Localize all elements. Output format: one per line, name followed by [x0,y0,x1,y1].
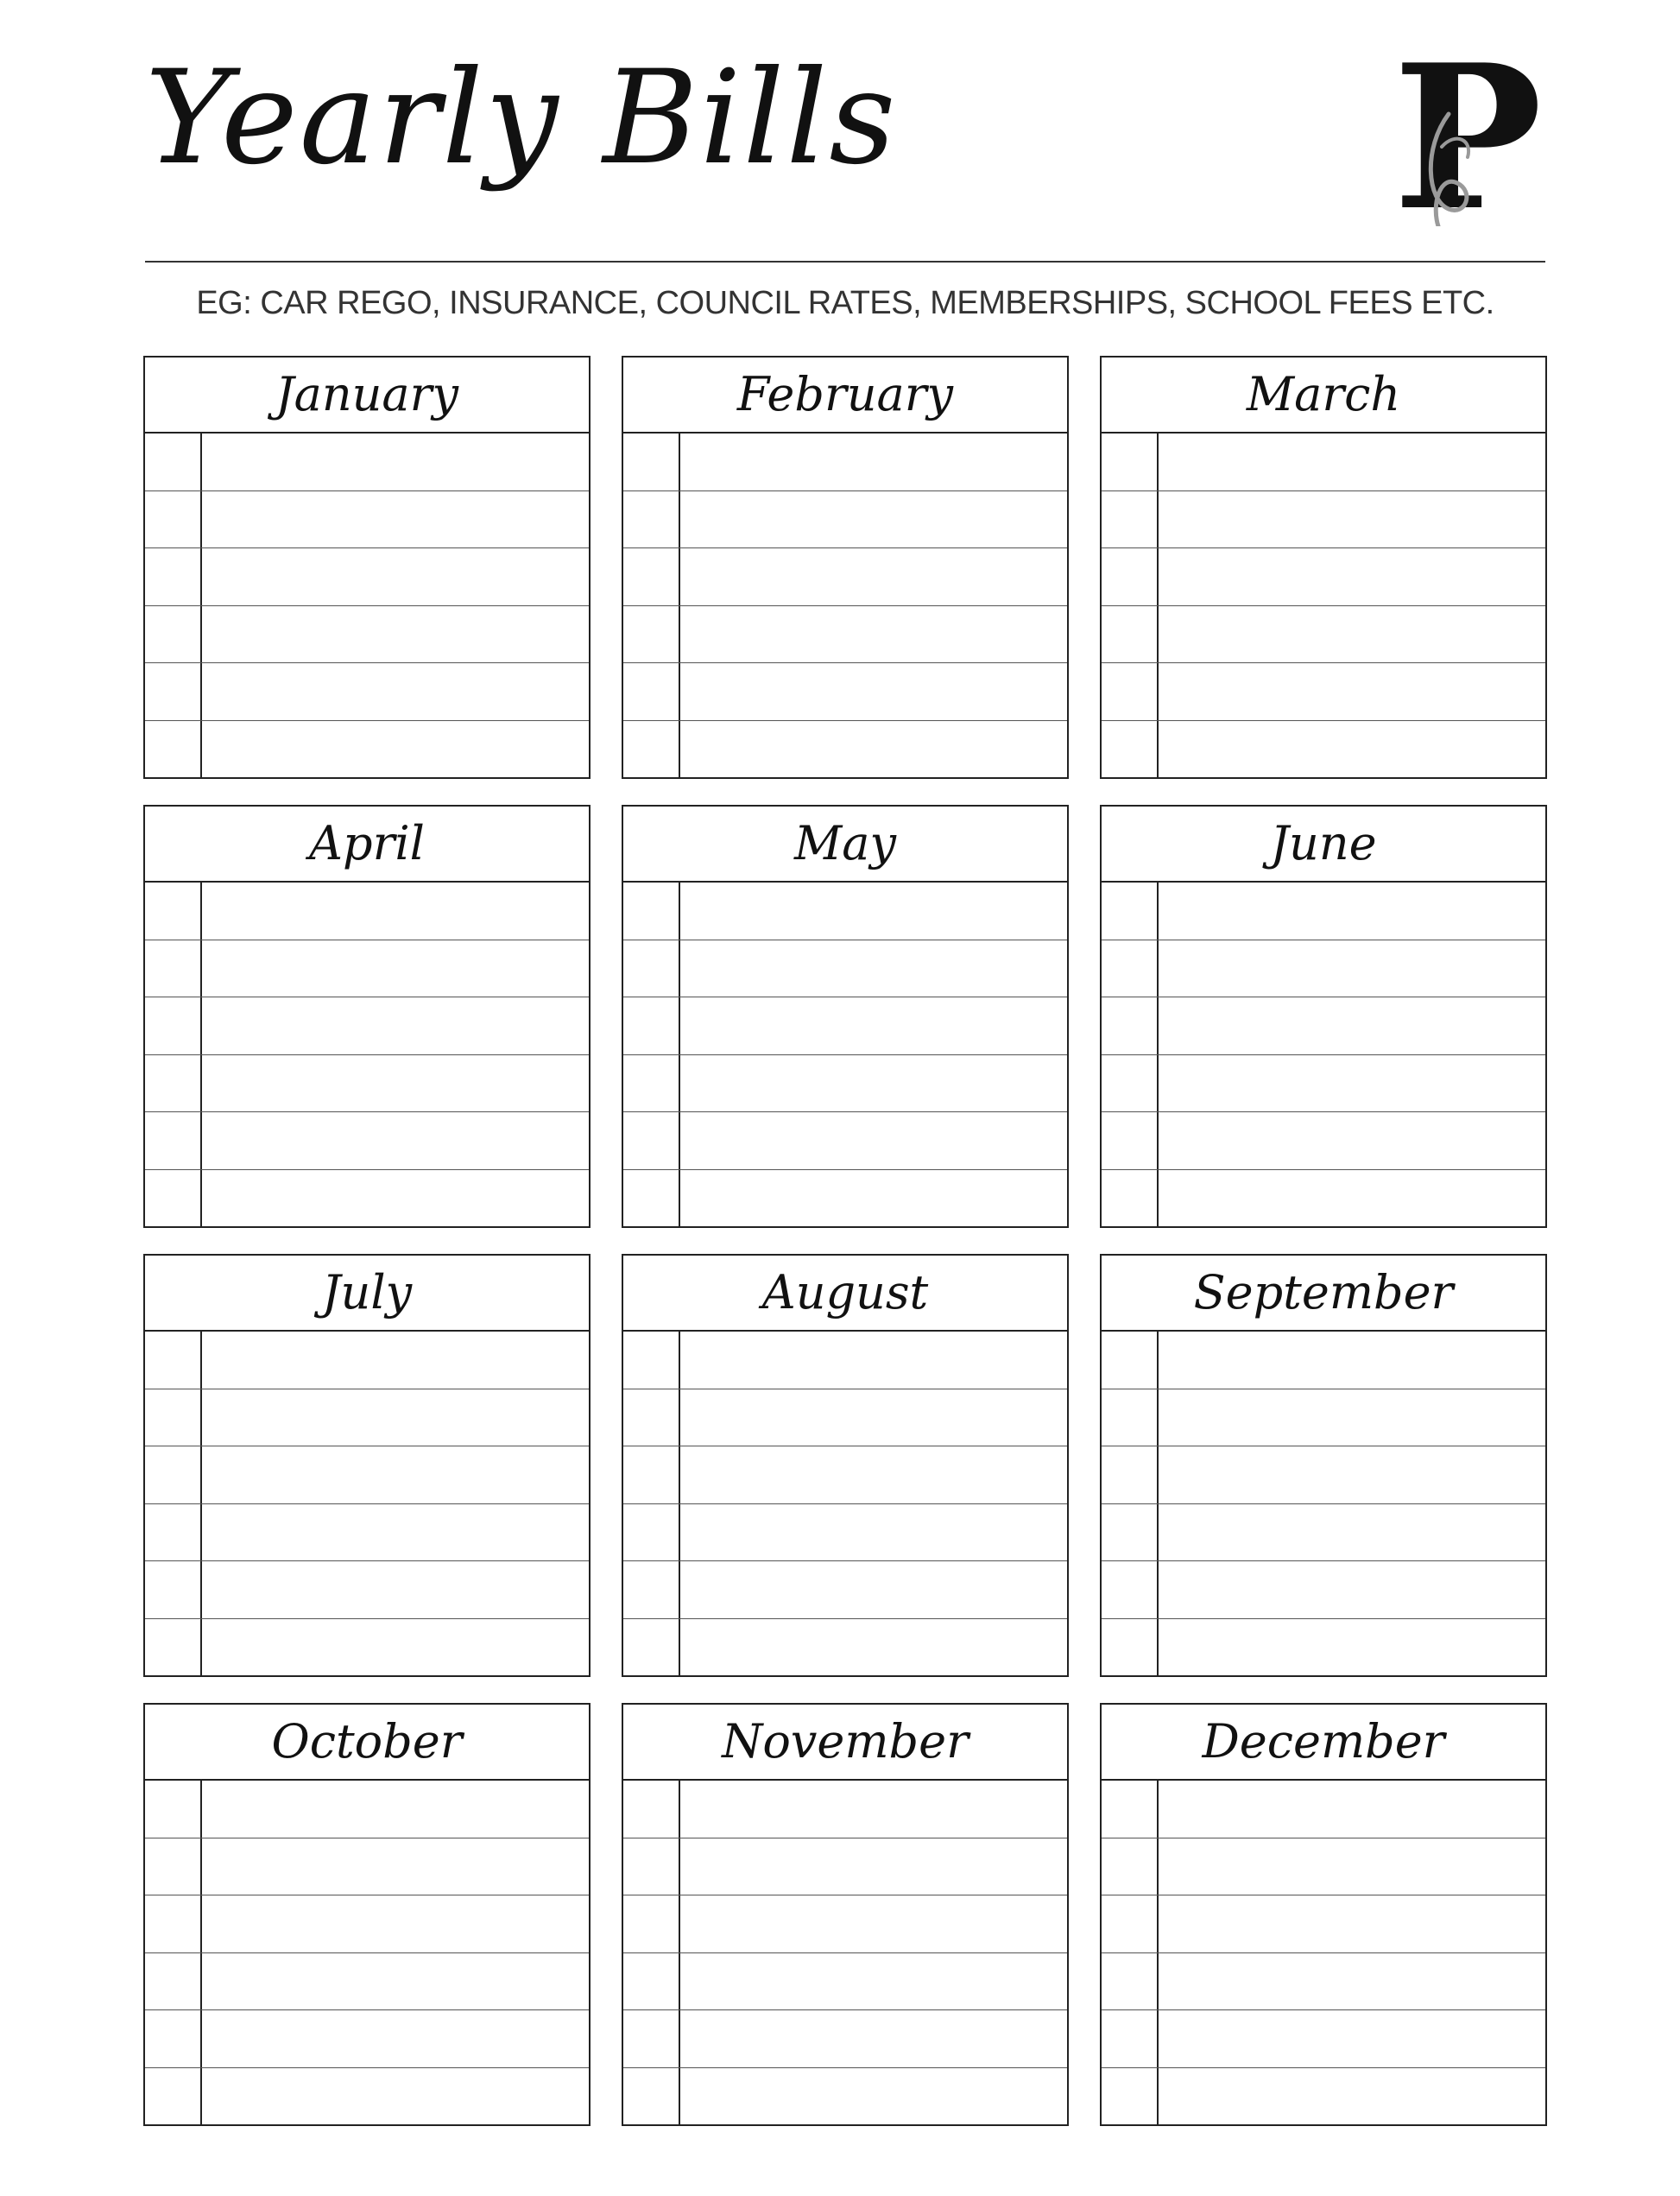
bill-checkbox[interactable] [1102,2010,1159,2067]
bill-checkbox[interactable] [1102,1781,1159,1838]
bill-entry-line[interactable] [680,1838,1067,1895]
bill-row [145,1170,589,1227]
title-divider [145,261,1545,263]
bill-checkbox[interactable] [623,1895,680,1952]
bill-rows [145,1332,589,1675]
bill-entry-line[interactable] [680,1332,1067,1389]
month-header [623,1705,1067,1781]
bill-entry-line[interactable] [1159,1389,1545,1446]
month-card-november [622,1703,1069,2126]
bill-row [623,606,1067,664]
bill-checkbox[interactable] [1102,1446,1159,1503]
bill-row [145,606,589,664]
bill-entry-line[interactable] [680,883,1067,940]
bill-rows [1102,1332,1545,1675]
bill-row [1102,1504,1545,1562]
bill-checkbox[interactable] [1102,434,1159,490]
bill-entry-line[interactable] [202,1112,589,1169]
month-card-january [143,356,591,779]
bill-entry-line[interactable] [680,1561,1067,1618]
bill-checkbox[interactable] [623,663,680,720]
month-name: April [309,816,425,870]
bill-checkbox[interactable] [1102,663,1159,720]
bill-row [1102,883,1545,940]
month-header [145,1705,589,1781]
month-card-april [143,805,591,1228]
month-header [1102,1256,1545,1332]
bill-entry-line[interactable] [202,1838,589,1895]
bill-entry-line[interactable] [1159,1838,1545,1895]
bill-checkbox[interactable] [145,1446,202,1503]
bill-checkbox[interactable] [1102,606,1159,663]
bill-row [1102,1170,1545,1227]
bill-entry-line[interactable] [680,663,1067,720]
bill-row [1102,940,1545,998]
bill-entry-line[interactable] [680,548,1067,605]
bill-row [1102,1446,1545,1504]
bill-row [623,1112,1067,1170]
bill-entry-line[interactable] [680,1619,1067,1676]
bill-row [1102,1389,1545,1447]
bill-row [623,548,1067,606]
bill-checkbox[interactable] [145,1619,202,1676]
brand-logo [1388,54,1552,226]
bill-row [145,1838,589,1896]
bill-row [623,1055,1067,1113]
bill-entry-line[interactable] [1159,1895,1545,1952]
bill-row [145,1332,589,1389]
bill-entry-line[interactable] [1159,548,1545,605]
bill-entry-line[interactable] [1159,721,1545,778]
bill-row [145,1389,589,1447]
bill-checkbox[interactable] [145,491,202,548]
month-header [145,1256,589,1332]
bill-row [145,1504,589,1562]
bill-entry-line[interactable] [202,1332,589,1389]
bill-row [145,434,589,491]
bill-entry-line[interactable] [680,1446,1067,1503]
month-name: December [1202,1714,1445,1769]
bill-row [145,1895,589,1953]
bill-checkbox[interactable] [145,606,202,663]
bill-entry-line[interactable] [680,1170,1067,1227]
bill-checkbox[interactable] [623,1561,680,1618]
bill-entry-line[interactable] [1159,434,1545,490]
bill-checkbox[interactable] [623,606,680,663]
months-grid [143,356,1547,2124]
bill-entry-line[interactable] [202,1895,589,1952]
bill-row [623,1561,1067,1619]
bill-entry-line[interactable] [680,491,1067,548]
bill-entry-line[interactable] [680,1953,1067,2010]
bill-entry-line[interactable] [1159,1332,1545,1389]
bill-row [623,1781,1067,1838]
month-header [145,358,589,434]
bill-checkbox[interactable] [1102,1112,1159,1169]
bill-checkbox[interactable] [1102,1953,1159,2010]
bill-row [145,1446,589,1504]
bill-checkbox[interactable] [1102,883,1159,940]
bill-row [145,940,589,998]
month-header [1102,1705,1545,1781]
month-header [145,807,589,883]
bill-checkbox[interactable] [623,491,680,548]
bill-checkbox[interactable] [623,1055,680,1112]
month-name: January [275,367,458,421]
bill-checkbox[interactable] [145,2068,202,2125]
month-name: May [794,816,896,870]
month-card-september [1100,1254,1547,1677]
bill-entry-line[interactable] [1159,663,1545,720]
month-name: October [271,1714,463,1769]
bill-checkbox[interactable] [1102,2068,1159,2125]
bill-checkbox[interactable] [1102,1170,1159,1227]
bill-entry-line[interactable] [1159,997,1545,1054]
bill-checkbox[interactable] [145,940,202,997]
bill-rows [623,434,1067,777]
bill-entry-line[interactable] [202,883,589,940]
bill-rows [623,883,1067,1226]
bill-checkbox[interactable] [1102,1055,1159,1112]
bill-entry-line[interactable] [1159,1504,1545,1561]
bill-checkbox[interactable] [1102,1504,1159,1561]
bill-checkbox[interactable] [145,1170,202,1227]
bill-rows [145,1781,589,2124]
bill-row [1102,1561,1545,1619]
bill-entry-line[interactable] [202,940,589,997]
bill-row [145,1953,589,2011]
bill-row [1102,1619,1545,1676]
bill-entry-line[interactable] [202,1446,589,1503]
bill-entry-line[interactable] [202,1055,589,1112]
bill-checkbox[interactable] [623,434,680,490]
bill-entry-line[interactable] [1159,1953,1545,2010]
bill-row [623,663,1067,721]
bill-checkbox[interactable] [623,721,680,778]
examples-note: EG: CAR REGO, INSURANCE, COUNCIL RATES, MEMBERSHIPS, SCHOOL FEES ETC. [196,285,1494,321]
bill-entry-line[interactable] [1159,1112,1545,1169]
bill-checkbox[interactable] [623,997,680,1054]
bill-checkbox[interactable] [1102,548,1159,605]
bill-checkbox[interactable] [1102,997,1159,1054]
bill-entry-line[interactable] [680,606,1067,663]
bill-checkbox[interactable] [623,1504,680,1561]
bill-checkbox[interactable] [1102,491,1159,548]
bill-row [623,1619,1067,1676]
bill-entry-line[interactable] [680,1895,1067,1952]
bill-row [1102,606,1545,664]
bill-row [145,1112,589,1170]
bill-checkbox[interactable] [623,1953,680,2010]
month-card-august [622,1254,1069,1677]
bill-checkbox[interactable] [1102,1838,1159,1895]
bill-checkbox[interactable] [623,2068,680,2125]
month-name: September [1193,1265,1454,1319]
bill-entry-line[interactable] [1159,1781,1545,1838]
bill-checkbox[interactable] [623,1170,680,1227]
bill-checkbox[interactable] [145,1112,202,1169]
bill-row [623,883,1067,940]
bill-row [623,1389,1067,1447]
bill-row [145,663,589,721]
bill-checkbox[interactable] [1102,721,1159,778]
bill-entry-line[interactable] [202,1561,589,1618]
bill-checkbox[interactable] [145,1953,202,2010]
month-card-march [1100,356,1547,779]
bill-entry-line[interactable] [680,721,1067,778]
month-card-october [143,1703,591,2126]
bill-row [623,1446,1067,1504]
bill-entry-line[interactable] [1159,1561,1545,1618]
bill-checkbox[interactable] [1102,1895,1159,1952]
bill-row [1102,1895,1545,1953]
bill-row [145,1055,589,1113]
bill-entry-line[interactable] [202,606,589,663]
bill-checkbox[interactable] [1102,1332,1159,1389]
bill-checkbox[interactable] [623,1332,680,1389]
bill-row [1102,1838,1545,1896]
month-name: July [321,1265,413,1319]
month-name: February [736,367,954,421]
bill-row [1102,1332,1545,1389]
month-card-june [1100,805,1547,1228]
bill-entry-line[interactable] [202,434,589,490]
bill-checkbox[interactable] [623,1619,680,1676]
bill-checkbox[interactable] [1102,1389,1159,1446]
bill-row [1102,434,1545,491]
bill-row [623,997,1067,1055]
bill-row [145,721,589,778]
bill-row [145,548,589,606]
bill-entry-line[interactable] [1159,491,1545,548]
bill-checkbox[interactable] [1102,940,1159,997]
bill-checkbox[interactable] [623,1838,680,1895]
bill-checkbox[interactable] [145,663,202,720]
bill-checkbox[interactable] [623,1112,680,1169]
bill-row [1102,548,1545,606]
bill-row [623,1504,1067,1562]
bill-entry-line[interactable] [202,2010,589,2067]
bill-entry-line[interactable] [680,940,1067,997]
bill-checkbox[interactable] [145,434,202,490]
bill-rows [623,1332,1067,1675]
bill-checkbox[interactable] [623,1446,680,1503]
bill-row [623,721,1067,778]
bill-rows [623,1781,1067,2124]
bill-row [1102,2068,1545,2125]
bill-row [145,997,589,1055]
bill-entry-line[interactable] [680,1504,1067,1561]
bill-entry-line[interactable] [202,1389,589,1446]
logo-letter: P [1393,54,1543,226]
bill-row [1102,1781,1545,1838]
bill-entry-line[interactable] [202,1504,589,1561]
bill-entry-line[interactable] [1159,2068,1545,2125]
bill-entry-line[interactable] [202,997,589,1054]
bill-checkbox[interactable] [145,2010,202,2067]
bill-entry-line[interactable] [202,491,589,548]
bill-checkbox[interactable] [145,1781,202,1838]
bill-checkbox[interactable] [145,997,202,1054]
bill-rows [145,434,589,777]
bill-row [1102,491,1545,549]
bill-rows [145,883,589,1226]
month-name: August [761,1265,929,1319]
bill-checkbox[interactable] [623,1781,680,1838]
bill-row [145,2068,589,2125]
bill-row [1102,663,1545,721]
bill-row [1102,1055,1545,1113]
month-name: June [1270,816,1377,870]
bill-entry-line[interactable] [1159,2010,1545,2067]
bill-row [145,1561,589,1619]
month-name: November [722,1714,969,1769]
bill-row [145,2010,589,2068]
bill-entry-line[interactable] [680,2068,1067,2125]
bill-entry-line[interactable] [1159,1170,1545,1227]
bill-rows [1102,1781,1545,2124]
bill-checkbox[interactable] [145,1895,202,1952]
bill-row [623,491,1067,549]
bill-checkbox[interactable] [145,1332,202,1389]
bill-entry-line[interactable] [680,1055,1067,1112]
bill-entry-line[interactable] [680,434,1067,490]
month-card-may [622,805,1069,1228]
bill-entry-line[interactable] [202,1953,589,2010]
bill-checkbox[interactable] [145,1504,202,1561]
bill-entry-line[interactable] [202,1170,589,1227]
page-title: Yearly Bills [145,43,898,193]
bill-entry-line[interactable] [202,1619,589,1676]
bill-row [145,883,589,940]
month-card-july [143,1254,591,1677]
bill-row [1102,1953,1545,2011]
bill-checkbox[interactable] [623,548,680,605]
month-header [1102,358,1545,434]
bill-checkbox[interactable] [145,883,202,940]
bill-entry-line[interactable] [1159,1446,1545,1503]
bill-row [623,2068,1067,2125]
bill-checkbox[interactable] [145,1389,202,1446]
bill-entry-line[interactable] [202,548,589,605]
bill-entry-line[interactable] [202,663,589,720]
bill-row [623,940,1067,998]
month-header [623,807,1067,883]
bill-entry-line[interactable] [680,1781,1067,1838]
bill-checkbox[interactable] [623,883,680,940]
bill-row [623,1953,1067,2011]
bill-entry-line[interactable] [680,1112,1067,1169]
bill-checkbox[interactable] [145,1561,202,1618]
bill-entry-line[interactable] [1159,883,1545,940]
bill-entry-line[interactable] [1159,1619,1545,1676]
bill-checkbox[interactable] [1102,1561,1159,1618]
bill-row [623,1170,1067,1227]
bill-row [145,1619,589,1676]
bill-row [145,1781,589,1838]
bill-checkbox[interactable] [145,548,202,605]
bill-row [623,1838,1067,1896]
bill-row [1102,2010,1545,2068]
bill-row [1102,721,1545,778]
bill-row [623,434,1067,491]
bill-entry-line[interactable] [1159,606,1545,663]
bill-entry-line[interactable] [680,1389,1067,1446]
bill-row [1102,1112,1545,1170]
bill-checkbox[interactable] [145,1838,202,1895]
month-header [623,1256,1067,1332]
month-card-february [622,356,1069,779]
bill-entry-line[interactable] [202,2068,589,2125]
bill-row [623,1332,1067,1389]
bill-entry-line[interactable] [680,2010,1067,2067]
bill-row [623,2010,1067,2068]
bill-entry-line[interactable] [680,997,1067,1054]
bill-row [145,491,589,549]
month-header [1102,807,1545,883]
bill-checkbox[interactable] [145,721,202,778]
bill-checkbox[interactable] [145,1055,202,1112]
bill-row [1102,997,1545,1055]
month-name: March [1246,367,1401,421]
bill-entry-line[interactable] [1159,1055,1545,1112]
bill-entry-line[interactable] [202,721,589,778]
bill-rows [1102,434,1545,777]
month-card-december [1100,1703,1547,2126]
bill-checkbox[interactable] [623,1389,680,1446]
bill-row [623,1895,1067,1953]
bill-checkbox[interactable] [1102,1619,1159,1676]
bill-entry-line[interactable] [202,1781,589,1838]
bill-entry-line[interactable] [1159,940,1545,997]
bill-rows [1102,883,1545,1226]
bill-checkbox[interactable] [623,940,680,997]
month-header [623,358,1067,434]
bill-checkbox[interactable] [623,2010,680,2067]
